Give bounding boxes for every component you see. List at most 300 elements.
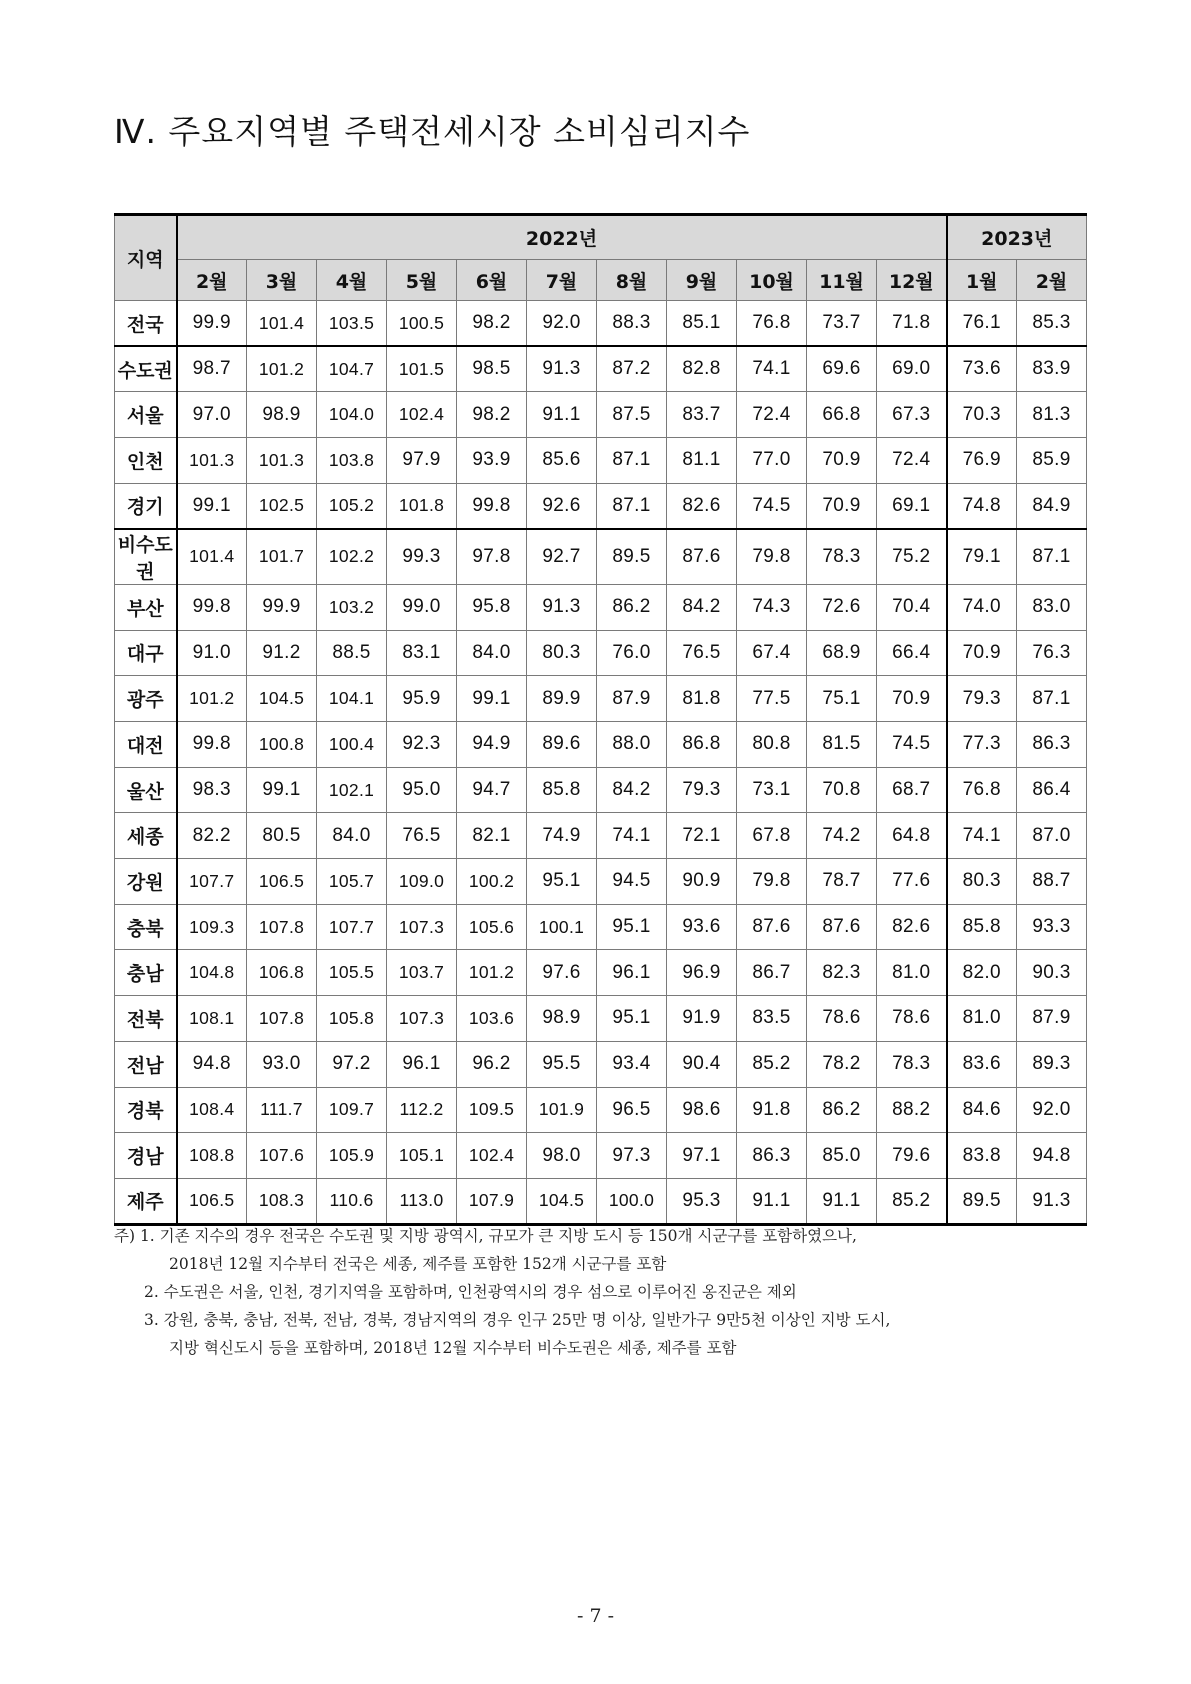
index-value: 79.8 — [737, 859, 807, 905]
index-value: 87.9 — [1017, 996, 1087, 1042]
index-value: 87.6 — [737, 904, 807, 950]
region-name: 수도권 — [115, 346, 177, 392]
index-value: 105.1 — [387, 1133, 457, 1179]
index-value: 102.5 — [247, 483, 317, 529]
index-value: 83.9 — [1017, 346, 1087, 392]
footnote-3-cont: 지방 혁신도시 등을 포함하며, 2018년 12월 지수부터 비수도권은 세종, 제주를 포함 — [169, 1339, 737, 1357]
month-header: 2월 — [1017, 260, 1087, 301]
index-value: 83.5 — [737, 996, 807, 1042]
index-value: 105.2 — [317, 483, 387, 529]
index-value: 87.1 — [1017, 529, 1087, 585]
index-value: 93.9 — [457, 438, 527, 484]
index-value: 95.1 — [527, 859, 597, 905]
index-value: 109.3 — [177, 904, 247, 950]
index-value: 75.1 — [807, 676, 877, 722]
region-name: 충남 — [115, 950, 177, 996]
index-value: 83.8 — [947, 1133, 1017, 1179]
index-value: 85.0 — [807, 1133, 877, 1179]
index-value: 87.1 — [597, 483, 667, 529]
index-value: 85.8 — [947, 904, 1017, 950]
index-value: 101.3 — [177, 438, 247, 484]
region-name: 인천 — [115, 438, 177, 484]
index-value: 91.9 — [667, 996, 737, 1042]
index-value: 83.1 — [387, 630, 457, 676]
table-row — [115, 438, 1087, 484]
index-value: 97.9 — [387, 438, 457, 484]
index-value: 80.5 — [247, 813, 317, 859]
index-value: 99.1 — [457, 676, 527, 722]
index-value: 99.8 — [177, 584, 247, 630]
index-value: 95.9 — [387, 676, 457, 722]
table-row — [115, 996, 1087, 1042]
region-name: 서울 — [115, 392, 177, 438]
index-value: 78.7 — [807, 859, 877, 905]
index-value: 93.0 — [247, 1041, 317, 1087]
index-value: 97.6 — [527, 950, 597, 996]
index-value: 113.0 — [387, 1178, 457, 1224]
page-number: - 7 - — [576, 1605, 614, 1627]
index-value: 87.6 — [667, 529, 737, 585]
index-value: 101.2 — [177, 676, 247, 722]
index-value: 67.4 — [737, 630, 807, 676]
month-header: 2월 — [177, 260, 247, 301]
index-value: 93.6 — [667, 904, 737, 950]
index-value: 80.3 — [527, 630, 597, 676]
index-value: 72.4 — [737, 392, 807, 438]
index-value: 74.1 — [947, 813, 1017, 859]
table-row — [115, 630, 1087, 676]
index-value: 101.9 — [527, 1087, 597, 1133]
index-value: 74.5 — [877, 722, 947, 768]
index-value: 104.8 — [177, 950, 247, 996]
index-value: 76.5 — [667, 630, 737, 676]
index-value: 88.3 — [597, 301, 667, 347]
index-value: 106.8 — [247, 950, 317, 996]
index-value: 78.3 — [807, 529, 877, 585]
table-row — [115, 301, 1087, 347]
table-row — [115, 483, 1087, 529]
table-row — [115, 529, 1087, 585]
index-value: 91.3 — [527, 584, 597, 630]
index-value: 94.8 — [1017, 1133, 1087, 1179]
index-value: 95.3 — [667, 1178, 737, 1224]
index-value: 99.8 — [177, 722, 247, 768]
region-name: 부산 — [115, 584, 177, 630]
index-value: 96.2 — [457, 1041, 527, 1087]
index-value: 76.3 — [1017, 630, 1087, 676]
index-value: 82.1 — [457, 813, 527, 859]
index-value: 79.6 — [877, 1133, 947, 1179]
index-value: 68.7 — [877, 767, 947, 813]
index-value: 98.9 — [247, 392, 317, 438]
index-value: 98.3 — [177, 767, 247, 813]
index-value: 70.8 — [807, 767, 877, 813]
consumer-sentiment-table — [114, 213, 1087, 1226]
index-value: 99.1 — [247, 767, 317, 813]
index-value: 77.5 — [737, 676, 807, 722]
index-value: 85.2 — [877, 1178, 947, 1224]
index-value: 86.8 — [667, 722, 737, 768]
index-value: 103.7 — [387, 950, 457, 996]
region-name: 세종 — [115, 813, 177, 859]
index-value: 85.6 — [527, 438, 597, 484]
region-name: 전남 — [115, 1041, 177, 1087]
index-value: 91.1 — [807, 1178, 877, 1224]
index-value: 77.3 — [947, 722, 1017, 768]
table-row — [115, 392, 1087, 438]
index-value: 94.9 — [457, 722, 527, 768]
index-value: 86.2 — [807, 1087, 877, 1133]
index-value: 93.4 — [597, 1041, 667, 1087]
index-value: 99.9 — [247, 584, 317, 630]
index-value: 91.8 — [737, 1087, 807, 1133]
index-value: 95.5 — [527, 1041, 597, 1087]
index-value: 91.0 — [177, 630, 247, 676]
index-value: 78.6 — [877, 996, 947, 1042]
index-value: 70.9 — [877, 676, 947, 722]
index-value: 87.2 — [597, 346, 667, 392]
region-name: 경기 — [115, 483, 177, 529]
index-value: 74.1 — [737, 346, 807, 392]
index-value: 85.1 — [667, 301, 737, 347]
region-name: 충북 — [115, 904, 177, 950]
index-value: 78.6 — [807, 996, 877, 1042]
index-value: 88.5 — [317, 630, 387, 676]
index-value: 91.1 — [527, 392, 597, 438]
index-value: 98.2 — [457, 301, 527, 347]
index-value: 99.9 — [177, 301, 247, 347]
index-value: 107.9 — [457, 1178, 527, 1224]
index-value: 106.5 — [247, 859, 317, 905]
index-value: 100.0 — [597, 1178, 667, 1224]
index-value: 76.9 — [947, 438, 1017, 484]
table-row — [115, 813, 1087, 859]
table-row — [115, 1178, 1087, 1224]
index-value: 109.7 — [317, 1087, 387, 1133]
index-value: 93.3 — [1017, 904, 1087, 950]
index-value: 102.4 — [387, 392, 457, 438]
index-value: 86.4 — [1017, 767, 1087, 813]
index-value: 100.2 — [457, 859, 527, 905]
index-value: 105.5 — [317, 950, 387, 996]
index-value: 78.2 — [807, 1041, 877, 1087]
index-value: 76.8 — [947, 767, 1017, 813]
index-value: 91.3 — [527, 346, 597, 392]
index-value: 86.3 — [737, 1133, 807, 1179]
index-value: 76.0 — [597, 630, 667, 676]
table-row — [115, 722, 1087, 768]
index-value: 109.5 — [457, 1087, 527, 1133]
index-value: 103.5 — [317, 301, 387, 347]
month-header: 9월 — [667, 260, 737, 301]
month-header: 11월 — [807, 260, 877, 301]
index-value: 89.5 — [947, 1178, 1017, 1224]
index-value: 67.8 — [737, 813, 807, 859]
footnote-1-cont: 2018년 12월 지수부터 전국은 세종, 제주를 포함한 152개 시군구를 포함 — [169, 1255, 667, 1273]
index-value: 70.9 — [807, 483, 877, 529]
index-value: 81.5 — [807, 722, 877, 768]
month-header: 1월 — [947, 260, 1017, 301]
index-value: 87.0 — [1017, 813, 1087, 859]
index-value: 89.3 — [1017, 1041, 1087, 1087]
index-value: 68.9 — [807, 630, 877, 676]
index-value: 95.0 — [387, 767, 457, 813]
index-value: 74.1 — [597, 813, 667, 859]
index-value: 87.5 — [597, 392, 667, 438]
index-value: 82.6 — [877, 904, 947, 950]
index-value: 104.0 — [317, 392, 387, 438]
index-value: 92.6 — [527, 483, 597, 529]
index-value: 92.0 — [1017, 1087, 1087, 1133]
month-header: 12월 — [877, 260, 947, 301]
month-header: 10월 — [737, 260, 807, 301]
index-value: 72.6 — [807, 584, 877, 630]
index-value: 73.6 — [947, 346, 1017, 392]
footnote-3: 3. 강원, 충북, 충남, 전북, 전남, 경북, 경남지역의 경우 인구 25만 명 이상, 일반가구 9만5천 이상인 지방 도시, — [144, 1311, 891, 1329]
index-value: 82.8 — [667, 346, 737, 392]
index-value: 108.1 — [177, 996, 247, 1042]
index-value: 105.8 — [317, 996, 387, 1042]
index-value: 104.5 — [527, 1178, 597, 1224]
index-value: 91.2 — [247, 630, 317, 676]
region-name: 경남 — [115, 1133, 177, 1179]
index-value: 81.0 — [947, 996, 1017, 1042]
index-value: 82.0 — [947, 950, 1017, 996]
index-value: 86.7 — [737, 950, 807, 996]
index-value: 101.2 — [457, 950, 527, 996]
region-name: 제주 — [115, 1178, 177, 1224]
month-header: 6월 — [457, 260, 527, 301]
index-value: 107.8 — [247, 904, 317, 950]
index-value: 80.8 — [737, 722, 807, 768]
index-value: 87.1 — [1017, 676, 1087, 722]
index-value: 105.6 — [457, 904, 527, 950]
index-value: 74.0 — [947, 584, 1017, 630]
index-value: 73.1 — [737, 767, 807, 813]
footnote-2: 2. 수도권은 서울, 인천, 경기지역을 포함하며, 인천광역시의 경우 섬으로 이루어진 옹진군은 제외 — [144, 1283, 797, 1301]
index-value: 79.3 — [667, 767, 737, 813]
index-value: 97.0 — [177, 392, 247, 438]
index-value: 88.7 — [1017, 859, 1087, 905]
index-value: 81.8 — [667, 676, 737, 722]
index-value: 90.3 — [1017, 950, 1087, 996]
index-value: 96.1 — [597, 950, 667, 996]
index-value: 81.1 — [667, 438, 737, 484]
index-value: 72.1 — [667, 813, 737, 859]
index-value: 89.6 — [527, 722, 597, 768]
index-value: 97.8 — [457, 529, 527, 585]
index-value: 81.0 — [877, 950, 947, 996]
index-value: 83.7 — [667, 392, 737, 438]
index-value: 91.1 — [737, 1178, 807, 1224]
index-value: 70.9 — [947, 630, 1017, 676]
index-value: 82.6 — [667, 483, 737, 529]
index-value: 72.4 — [877, 438, 947, 484]
region-name: 대구 — [115, 630, 177, 676]
index-value: 101.4 — [247, 301, 317, 347]
month-header: 8월 — [597, 260, 667, 301]
index-value: 108.8 — [177, 1133, 247, 1179]
index-value: 85.3 — [1017, 301, 1087, 347]
index-value: 101.8 — [387, 483, 457, 529]
index-value: 98.2 — [457, 392, 527, 438]
index-value: 92.0 — [527, 301, 597, 347]
index-value: 64.8 — [877, 813, 947, 859]
index-value: 99.3 — [387, 529, 457, 585]
index-value: 86.3 — [1017, 722, 1087, 768]
index-value: 91.3 — [1017, 1178, 1087, 1224]
index-value: 90.4 — [667, 1041, 737, 1087]
index-value: 84.2 — [597, 767, 667, 813]
table-row — [115, 904, 1087, 950]
index-value: 98.0 — [527, 1133, 597, 1179]
index-value: 107.7 — [177, 859, 247, 905]
index-value: 74.5 — [737, 483, 807, 529]
index-value: 101.5 — [387, 346, 457, 392]
index-value: 108.4 — [177, 1087, 247, 1133]
index-value: 103.2 — [317, 584, 387, 630]
index-value: 87.6 — [807, 904, 877, 950]
index-value: 85.2 — [737, 1041, 807, 1087]
index-value: 97.1 — [667, 1133, 737, 1179]
index-value: 70.4 — [877, 584, 947, 630]
index-value: 84.0 — [317, 813, 387, 859]
index-value: 84.2 — [667, 584, 737, 630]
index-value: 90.9 — [667, 859, 737, 905]
index-value: 74.2 — [807, 813, 877, 859]
index-value: 109.0 — [387, 859, 457, 905]
index-value: 94.8 — [177, 1041, 247, 1087]
index-value: 94.5 — [597, 859, 667, 905]
index-value: 104.7 — [317, 346, 387, 392]
index-value: 87.1 — [597, 438, 667, 484]
index-value: 98.5 — [457, 346, 527, 392]
index-value: 102.1 — [317, 767, 387, 813]
region-name: 강원 — [115, 859, 177, 905]
table-row — [115, 1041, 1087, 1087]
region-name: 광주 — [115, 676, 177, 722]
index-value: 108.3 — [247, 1178, 317, 1224]
index-value: 74.9 — [527, 813, 597, 859]
index-value: 100.8 — [247, 722, 317, 768]
index-value: 100.1 — [527, 904, 597, 950]
index-value: 84.9 — [1017, 483, 1087, 529]
index-value: 80.3 — [947, 859, 1017, 905]
index-value: 92.3 — [387, 722, 457, 768]
index-value: 92.7 — [527, 529, 597, 585]
index-value: 94.7 — [457, 767, 527, 813]
index-value: 76.8 — [737, 301, 807, 347]
index-value: 83.0 — [1017, 584, 1087, 630]
index-value: 101.2 — [247, 346, 317, 392]
index-value: 98.9 — [527, 996, 597, 1042]
index-value: 101.7 — [247, 529, 317, 585]
index-value: 74.8 — [947, 483, 1017, 529]
index-value: 76.5 — [387, 813, 457, 859]
index-value: 76.1 — [947, 301, 1017, 347]
index-value: 89.9 — [527, 676, 597, 722]
index-value: 88.2 — [877, 1087, 947, 1133]
index-value: 103.8 — [317, 438, 387, 484]
month-header: 7월 — [527, 260, 597, 301]
region-name: 비수도권 — [115, 529, 177, 585]
index-value: 78.3 — [877, 1041, 947, 1087]
region-name: 울산 — [115, 767, 177, 813]
index-value: 96.1 — [387, 1041, 457, 1087]
index-value: 107.7 — [317, 904, 387, 950]
index-value: 70.3 — [947, 392, 1017, 438]
index-value: 69.6 — [807, 346, 877, 392]
index-value: 66.8 — [807, 392, 877, 438]
index-value: 101.3 — [247, 438, 317, 484]
index-value: 98.6 — [667, 1087, 737, 1133]
index-value: 112.2 — [387, 1087, 457, 1133]
table-row — [115, 584, 1087, 630]
region-name: 경북 — [115, 1087, 177, 1133]
table-row — [115, 1087, 1087, 1133]
table-row — [115, 950, 1087, 996]
table-row — [115, 676, 1087, 722]
index-value: 107.8 — [247, 996, 317, 1042]
index-value: 85.9 — [1017, 438, 1087, 484]
index-value: 107.6 — [247, 1133, 317, 1179]
index-value: 100.5 — [387, 301, 457, 347]
index-value: 99.1 — [177, 483, 247, 529]
index-value: 67.3 — [877, 392, 947, 438]
index-value: 95.1 — [597, 996, 667, 1042]
index-value: 79.8 — [737, 529, 807, 585]
index-value: 104.5 — [247, 676, 317, 722]
index-value: 99.0 — [387, 584, 457, 630]
index-value: 96.5 — [597, 1087, 667, 1133]
index-value: 104.1 — [317, 676, 387, 722]
index-value: 83.6 — [947, 1041, 1017, 1087]
index-value: 111.7 — [247, 1087, 317, 1133]
index-value: 101.4 — [177, 529, 247, 585]
index-value: 77.0 — [737, 438, 807, 484]
index-value: 74.3 — [737, 584, 807, 630]
index-value: 79.3 — [947, 676, 1017, 722]
index-value: 82.3 — [807, 950, 877, 996]
index-value: 107.3 — [387, 996, 457, 1042]
index-value: 71.8 — [877, 301, 947, 347]
index-value: 102.4 — [457, 1133, 527, 1179]
index-value: 102.2 — [317, 529, 387, 585]
month-header: 4월 — [317, 260, 387, 301]
index-value: 70.9 — [807, 438, 877, 484]
index-value: 77.6 — [877, 859, 947, 905]
year-header-2022: 2022년 — [177, 215, 947, 260]
index-value: 107.3 — [387, 904, 457, 950]
index-value: 99.8 — [457, 483, 527, 529]
index-value: 96.9 — [667, 950, 737, 996]
index-value: 95.8 — [457, 584, 527, 630]
index-value: 69.1 — [877, 483, 947, 529]
region-name: 전북 — [115, 996, 177, 1042]
index-value: 85.8 — [527, 767, 597, 813]
index-value: 98.7 — [177, 346, 247, 392]
index-value: 66.4 — [877, 630, 947, 676]
page-title: Ⅳ. 주요지역별 주택전세시장 소비심리지수 — [114, 112, 751, 151]
index-value: 110.6 — [317, 1178, 387, 1224]
index-value: 81.3 — [1017, 392, 1087, 438]
table-row — [115, 1133, 1087, 1179]
table-row — [115, 346, 1087, 392]
index-value: 105.9 — [317, 1133, 387, 1179]
index-value: 95.1 — [597, 904, 667, 950]
month-header: 3월 — [247, 260, 317, 301]
index-value: 84.0 — [457, 630, 527, 676]
